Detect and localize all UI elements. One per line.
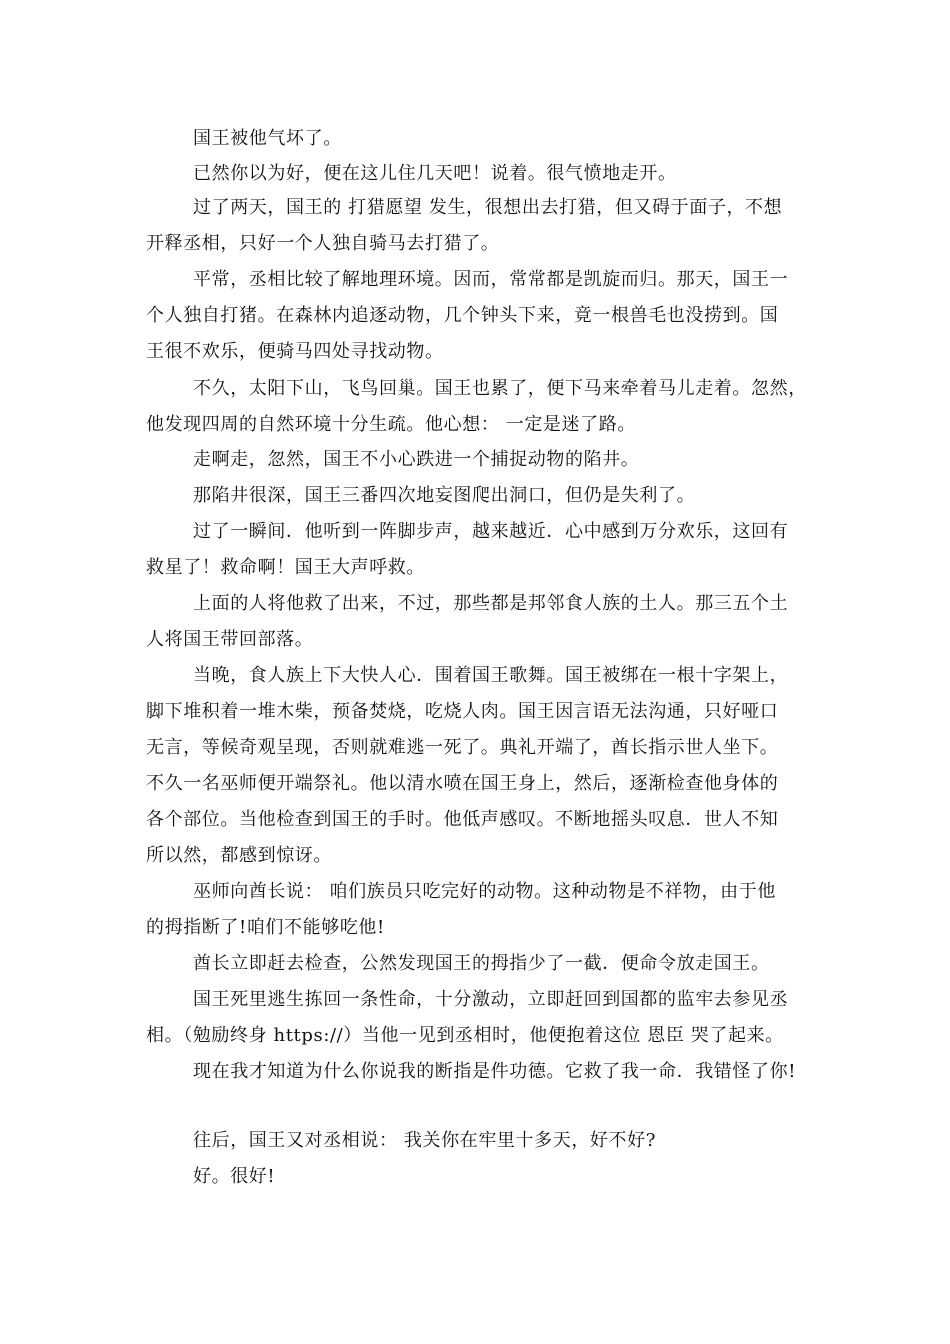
text-line: 无言，等候奇观呈现，否则就难逃一死了。典礼开端了，酋长指示世人坐下。 (146, 737, 779, 758)
text-line: 走啊走，忽然，国王不小心跌进一个捕捉动物的陷井。 (193, 449, 640, 470)
text-line: 不久一名巫师便开端祭礼。他以清水喷在国王身上，然后，逐渐检查他身体的 (146, 773, 779, 794)
text-line: 国王被他气坏了。 (193, 128, 342, 149)
text-line: 酋长立即赶去检查，公然发现国王的拇指少了一截．便命令放走国王。 (193, 953, 770, 974)
text-line: 上面的人将他救了出来，不过，那些都是邦邻食人族的土人。那三五个土 (193, 593, 789, 614)
text-line: 过了两天，国王的 打猎愿望 发生，很想出去打猎，但又碍于面子，不想 (193, 197, 783, 218)
text-line: 王很不欢乐，便骑马四处寻找动物。 (146, 341, 444, 362)
text-line: 好。很好! (193, 1166, 276, 1187)
text-line: 那陷井很深，国王三番四次地妄图爬出洞口，但仍是失利了。 (193, 485, 696, 506)
text-line: 已然你以为好，便在这儿住几天吧！说着。很气愤地走开。 (193, 163, 677, 184)
text-line: 各个部位。当他检查到国王的手时。他低声感叹。不断地摇头叹息．世人不知 (146, 809, 779, 830)
text-line: 他发现四周的自然环境十分生疏。他心想： 一定是迷了路。 (146, 414, 636, 435)
text-line: 国王死里逃生拣回一条性命，十分激动，立即赶回到国都的监牢去参见丞 (193, 989, 789, 1010)
text-line: 不久，太阳下山，飞鸟回巢。国王也累了，便下马来牵着马儿走着。忽然， (193, 378, 807, 399)
text-line: 个人独自打猪。在森林内追逐动物，几个钟头下来，竟一根兽毛也没捞到。国 (146, 305, 779, 326)
text-line: 过了一瞬间．他听到一阵脚步声，越来越近．心中感到万分欢乐，这回有 (193, 521, 789, 542)
text-line: 相。（勉励终身 https://）当他一见到丞相时，他便抱着这位 恩臣 哭了起来。 (146, 1025, 784, 1046)
text-line: 人将国王带回部落。 (146, 629, 314, 650)
text-line: 救星了！救命啊！国王大声呼救。 (146, 557, 425, 578)
text-line: 脚下堆积着一堆木柴，预备焚烧，吃烧人肉。国王因言语无法沟通，只好哑口 (146, 701, 779, 722)
text-line: 当晚，食人族上下大快人心．围着国王歌舞。国王被绑在一根十字架上， (193, 665, 789, 686)
text-line: 开释丞相，只好一个人独自骑马去打猎了。 (146, 233, 500, 254)
text-line: 平常，丞相比较了解地理环境。因而，常常都是凯旋而归。那天，国王一 (193, 269, 789, 290)
text-line: 所以然，都感到惊讶。 (146, 845, 332, 866)
text-line: 往后，国王又对丞相说： 我关你在牢里十多天，好不好? (193, 1130, 656, 1151)
text-line: 的拇指断了!咱们不能够吃他! (146, 917, 385, 938)
text-line: 现在我才知道为什么你说我的断指是件功德。它救了我一命．我错怪了你! (193, 1061, 797, 1082)
text-line: 巫师向酋长说： 咱们族员只吃完好的动物。这种动物是不祥物，由于他 (193, 881, 776, 902)
